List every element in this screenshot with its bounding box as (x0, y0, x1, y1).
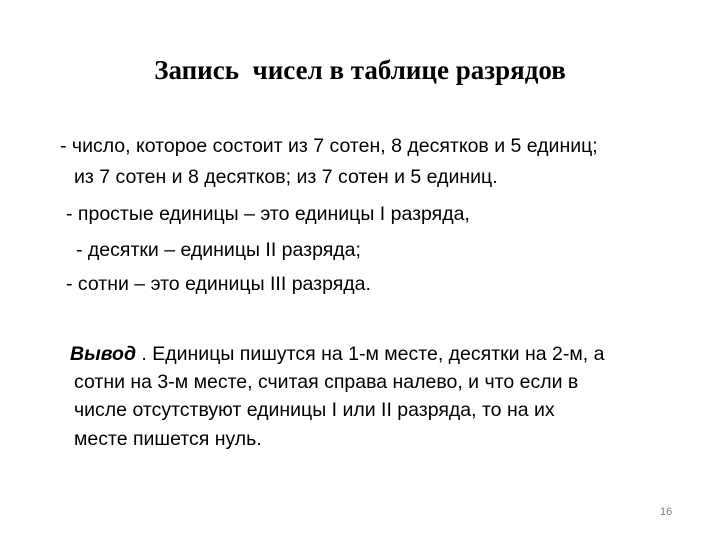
intro-line-2: из 7 сотен и 8 десятков; из 7 сотен и 5 единиц. (74, 166, 498, 188)
intro-line-5: - сотни – это единицы III разряда. (66, 273, 371, 295)
intro-line-3: - простые единицы – это единицы I разряда, (66, 203, 470, 225)
conclusion-line-3: числе отсутствуют единицы I или II разряда, то на их (74, 399, 555, 421)
page-number: 16 (660, 506, 673, 518)
conclusion-line-2: сотни на 3-м месте, считая справа налево, и что если в (74, 371, 579, 393)
intro-line-4: - десятки – единицы II разряда; (76, 239, 361, 261)
intro-line-1: - число, которое состоит из 7 сотен, 8 десятков и 5 единиц; (60, 135, 598, 157)
conclusion-label: Вывод (70, 343, 136, 365)
conclusion-line-4: месте пишется нуль. (74, 428, 262, 450)
conclusion-line-1-text: . Единицы пишутся на 1-м месте, десятки на 2-м, а (136, 343, 605, 365)
slide-title: Запись чисел в таблице разрядов (154, 55, 566, 85)
conclusion-line-1 (70, 339, 604, 369)
